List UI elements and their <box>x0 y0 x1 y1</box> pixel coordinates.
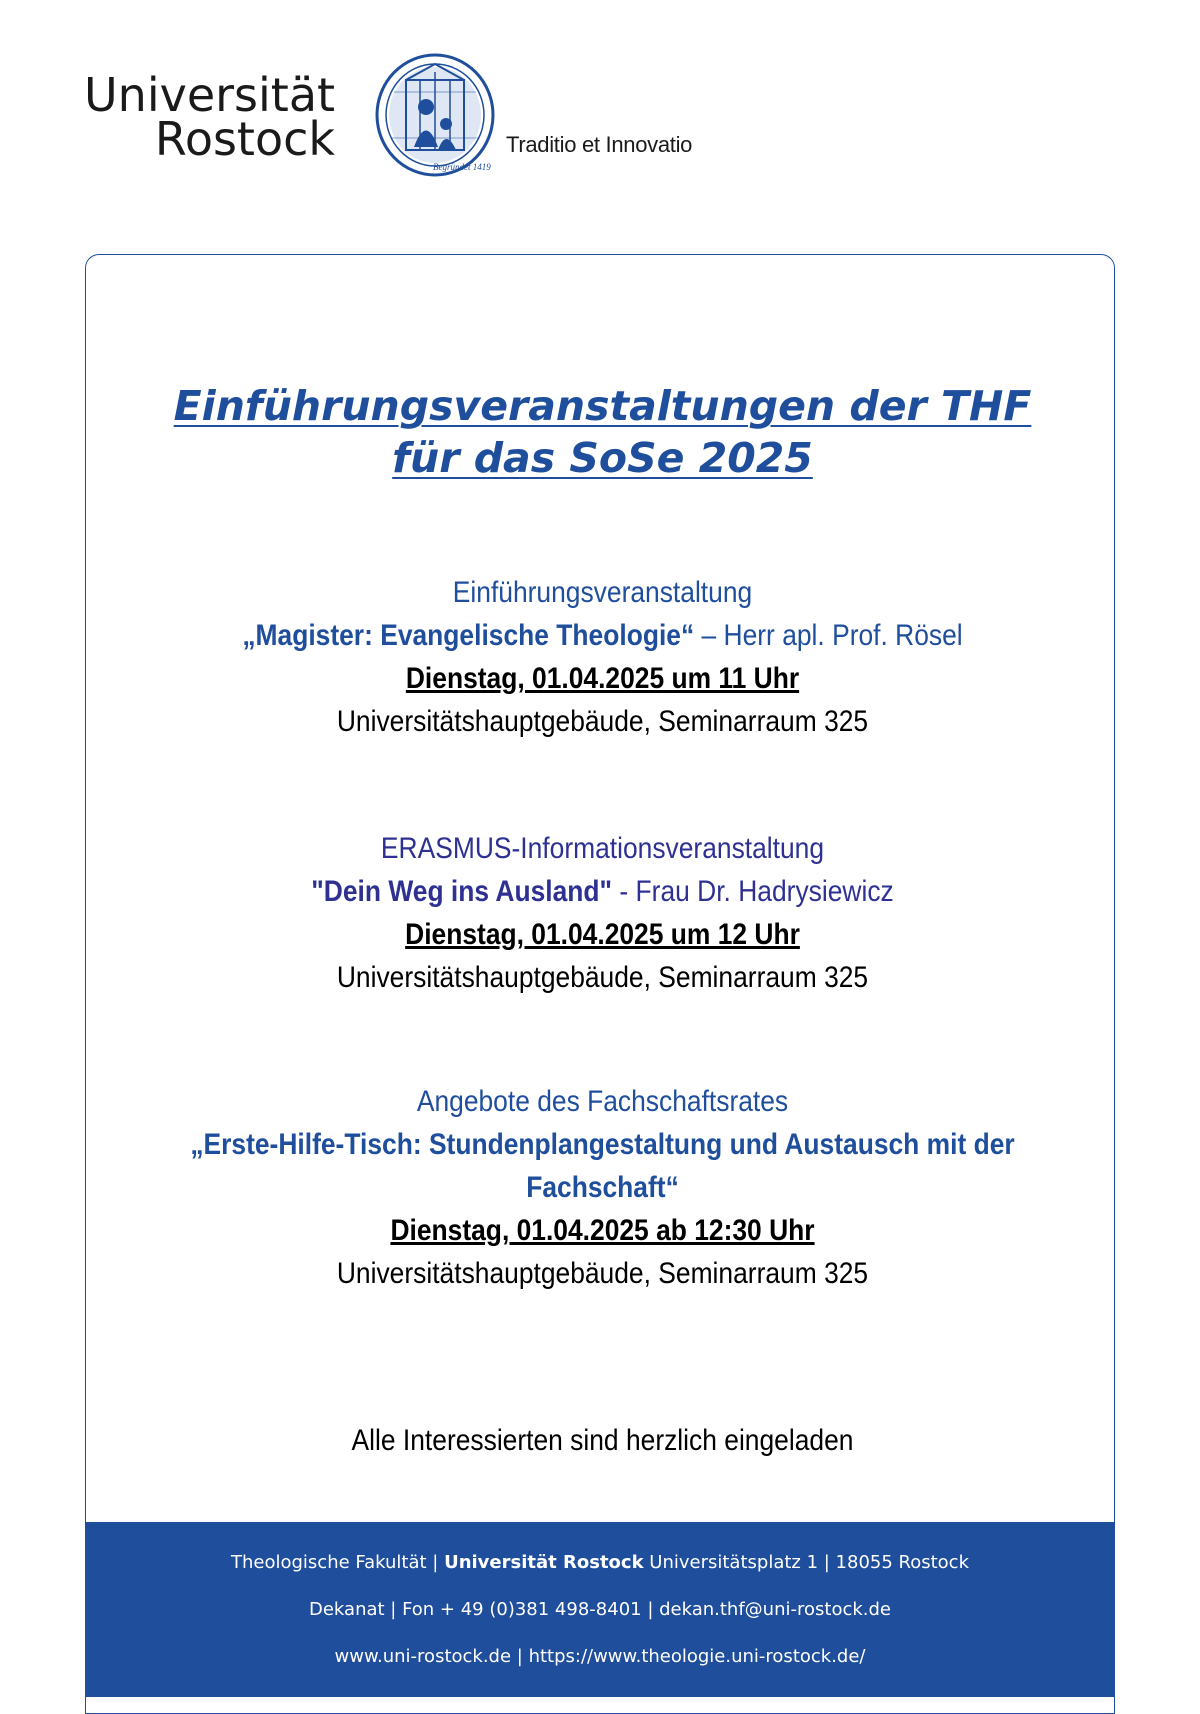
footer-separator: | <box>426 1552 445 1573</box>
event-place: Universitätshauptgebäude, Seminarraum 325 <box>336 961 869 994</box>
event-date: Dienstag, 01.04.2025 um 12 Uhr <box>405 918 800 951</box>
event-title: „Erste-Hilfe-Tisch: Stundenplangestaltung und Austausch mit der <box>190 1128 1015 1161</box>
footer-links-row: www.uni-rostock.de | https://www.theologie.uni-rostock.de/ <box>334 1646 866 1667</box>
footer-faculty: Theologische Fakultät <box>230 1552 427 1573</box>
event-speaker: - Frau Dr. Hadrysiewicz <box>612 875 894 908</box>
event-title-line <box>147 1123 1058 1166</box>
motto: Traditio et Innovatio <box>506 132 693 157</box>
title-line-2: für das SoSe 2025 <box>392 434 813 482</box>
event-speaker: – Herr apl. Prof. Rösel <box>694 619 963 652</box>
event-title-line <box>147 870 1058 913</box>
event-title: "Dein Weg ins Ausland" <box>311 875 613 908</box>
event-magister <box>147 571 1058 743</box>
title-line-1: Einführungsveranstaltungen der THF <box>173 382 1032 430</box>
university-seal-icon <box>374 52 496 178</box>
footer-university: Universität Rostock <box>444 1552 644 1573</box>
event-title-continued: Fachschaft“ <box>526 1171 679 1204</box>
event-place: Universitätshauptgebäude, Seminarraum 325 <box>336 705 869 738</box>
university-logo-wordmark <box>84 68 336 166</box>
seal-caption: Begründet 1419 <box>433 162 491 172</box>
logo-line-1: Universität <box>84 68 336 122</box>
footer-address: Universitätsplatz 1 | 18055 Rostock <box>643 1552 970 1573</box>
footer-address-row <box>85 1552 1115 1573</box>
event-date: Dienstag, 01.04.2025 ab 12:30 Uhr <box>390 1214 815 1247</box>
event-fachschaftsrat <box>147 1080 1058 1295</box>
event-place: Universitätshauptgebäude, Seminarraum 325 <box>336 1257 869 1290</box>
event-title: „Magister: Evangelische Theologie“ <box>242 619 695 652</box>
event-date: Dienstag, 01.04.2025 um 11 Uhr <box>405 662 800 695</box>
event-category: Angebote des Fachschaftsrates <box>416 1085 789 1118</box>
event-erasmus <box>147 827 1058 999</box>
footer <box>85 1522 1115 1697</box>
event-category: Einführungsveranstaltung <box>452 576 753 609</box>
logo-line-2: Rostock <box>154 112 336 166</box>
page-title <box>85 380 1120 484</box>
event-category: ERASMUS-Informationsveranstaltung <box>380 832 825 865</box>
event-title-line <box>147 1166 1058 1209</box>
invitation-text: Alle Interessierten sind herzlich eingeladen <box>351 1424 854 1457</box>
event-title-line <box>147 614 1058 657</box>
footer-contact-row: Dekanat | Fon + 49 (0)381 498-8401 | dekan.thf@uni-rostock.de <box>309 1599 891 1620</box>
